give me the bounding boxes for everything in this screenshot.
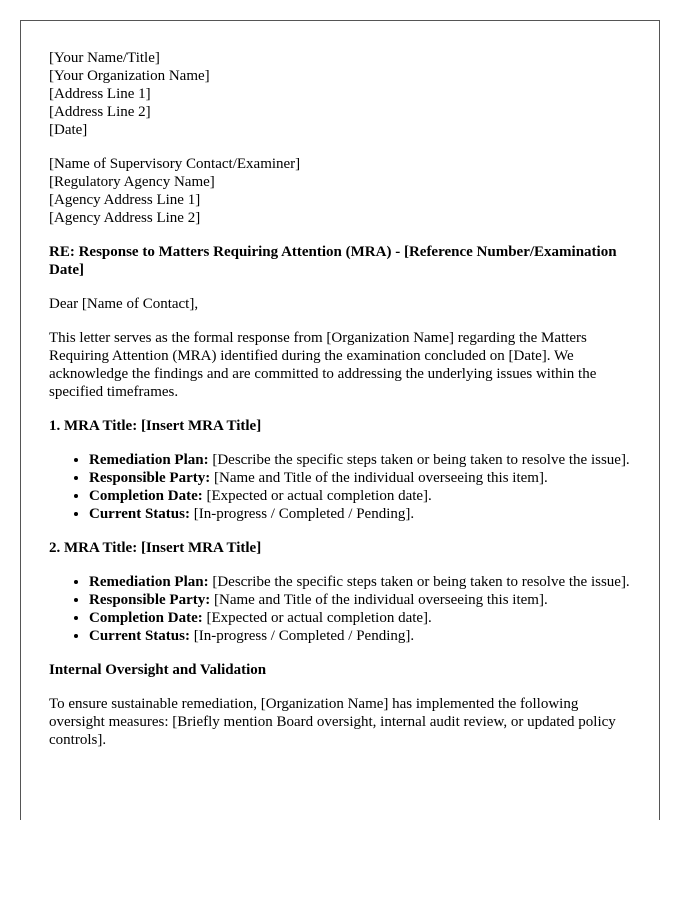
sender-address-line-2: [Address Line 2] (49, 104, 151, 120)
item-text: [Describe the specific steps taken or being taken to resolve the issue]. (208, 574, 630, 590)
sender-date: [Date] (49, 122, 88, 138)
item-text: [Expected or actual completion date]. (202, 488, 432, 504)
item-label: Current Status: (89, 506, 190, 522)
recipient-block (49, 155, 631, 227)
item-label: Completion Date: (89, 610, 203, 626)
oversight-paragraph: To ensure sustainable remediation, [Organization Name] has implemented the following oversight measures: [Briefly mention Board oversight, internal audit review, or updated policy controls]. (49, 696, 616, 748)
list-item (89, 505, 631, 523)
item-label: Remediation Plan: (89, 574, 209, 590)
list-item (89, 591, 631, 609)
list-item (89, 451, 631, 469)
letter-page (20, 20, 660, 820)
item-text: [Name and Title of the individual overseeing this item]. (210, 470, 548, 486)
list-item (89, 627, 631, 645)
subject-line: RE: Response to Matters Requiring Attention (MRA) - [Reference Number/Examination Date] (49, 244, 617, 278)
item-text: [In-progress / Completed / Pending]. (189, 506, 415, 522)
item-label: Remediation Plan: (89, 452, 209, 468)
mra-1-list (49, 451, 631, 523)
item-text: [Expected or actual completion date]. (202, 610, 432, 626)
list-item (89, 573, 631, 591)
recipient-contact: [Name of Supervisory Contact/Examiner] (49, 156, 301, 172)
item-label: Responsible Party: (89, 470, 211, 486)
mra-1-heading: 1. MRA Title: [Insert MRA Title] (49, 418, 262, 434)
item-label: Responsible Party: (89, 592, 211, 608)
item-label: Completion Date: (89, 488, 203, 504)
sender-block (49, 49, 631, 139)
item-text: [Describe the specific steps taken or being taken to resolve the issue]. (208, 452, 630, 468)
oversight-heading: Internal Oversight and Validation (49, 662, 267, 678)
list-item (89, 487, 631, 505)
recipient-address-line-2: [Agency Address Line 2] (49, 210, 201, 226)
item-text: [Name and Title of the individual overseeing this item]. (210, 592, 548, 608)
recipient-address-line-1: [Agency Address Line 1] (49, 192, 201, 208)
intro-paragraph: This letter serves as the formal response from [Organization Name] regarding the Matters Requiring Attention (MRA) identified during the examination concluded on [Date]. We acknowledge the findings and are committed to addressing the underlying issues within the specified timeframes. (49, 330, 597, 400)
mra-2-list (49, 573, 631, 645)
sender-name-title: [Your Name/Title] (49, 50, 160, 66)
item-text: [In-progress / Completed / Pending]. (189, 628, 415, 644)
salutation: Dear [Name of Contact], (49, 296, 199, 312)
item-label: Current Status: (89, 628, 190, 644)
sender-address-line-1: [Address Line 1] (49, 86, 151, 102)
sender-organization: [Your Organization Name] (49, 68, 210, 84)
mra-2-heading: 2. MRA Title: [Insert MRA Title] (49, 540, 262, 556)
recipient-agency: [Regulatory Agency Name] (49, 174, 215, 190)
list-item (89, 609, 631, 627)
list-item (89, 469, 631, 487)
